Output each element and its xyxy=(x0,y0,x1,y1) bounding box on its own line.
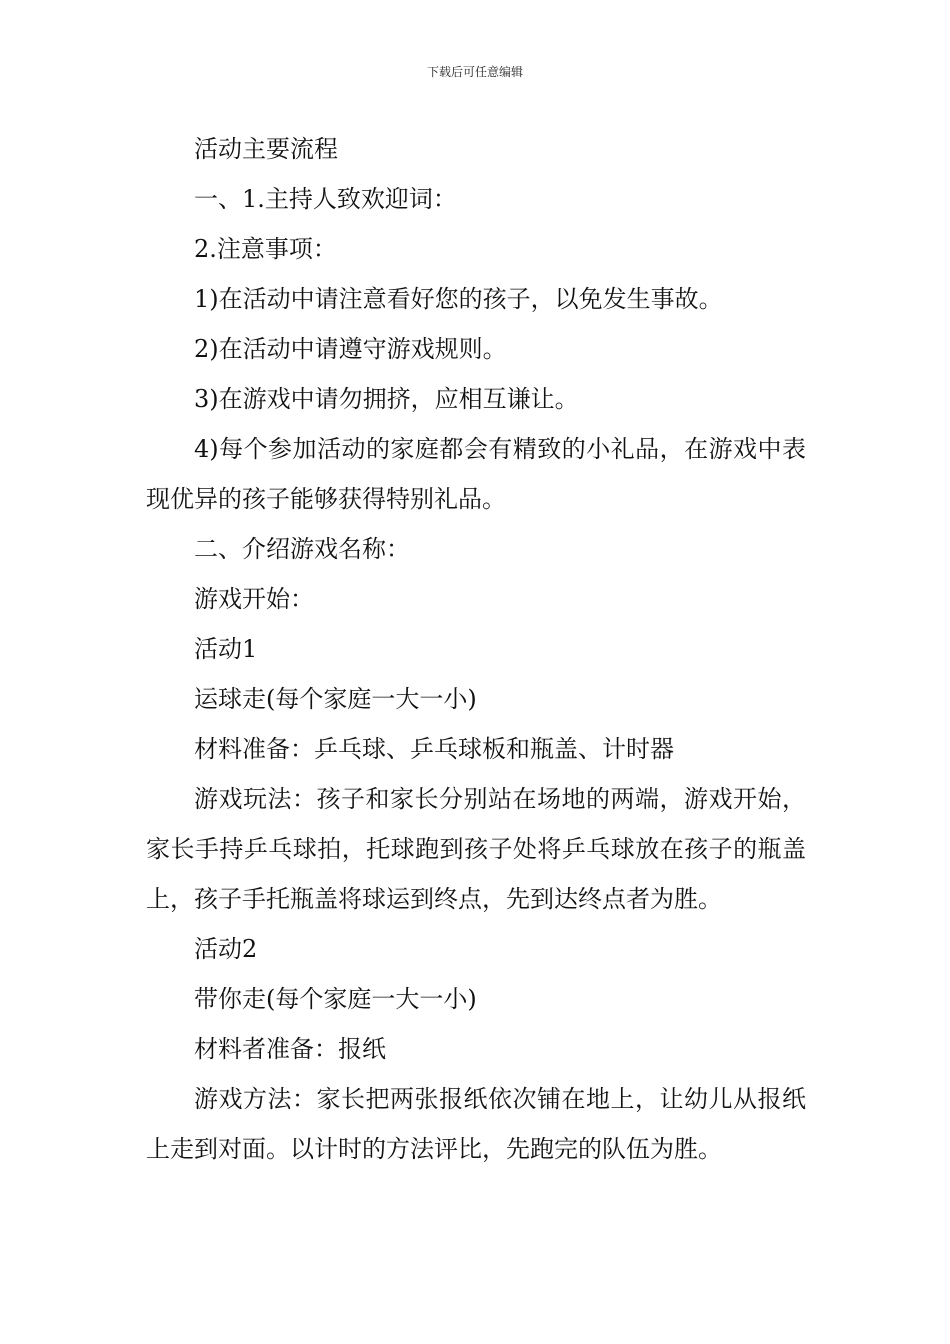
notice-item-2: 2)在活动中请遵守游戏规则。 xyxy=(194,335,507,363)
section-title: 活动主要流程 xyxy=(194,135,338,163)
document-body xyxy=(146,124,806,1174)
activity-1-title: 活动1 xyxy=(194,635,258,663)
page-header: 下载后可任意编辑 xyxy=(426,65,523,79)
notice-heading: 2.注意事项： xyxy=(194,235,337,263)
game-start: 游戏开始： xyxy=(194,585,314,613)
notice-item-4: 4)每个参加活动的家庭都会有精致的小礼品，在游戏中表现优异的孩子能够获得特别礼品。 xyxy=(146,435,806,513)
activity-2-rules: 游戏方法：家长把两张报纸依次铺在地上，让幼儿从报纸上走到对面。以计时的方法评比，先跑完的队伍为胜。 xyxy=(146,1085,806,1163)
activity-2-name: 带你走(每个家庭一大一小) xyxy=(194,985,477,1013)
step-welcome: 一、1.主持人致欢迎词： xyxy=(194,185,457,213)
activity-1-name: 运球走(每个家庭一大一小) xyxy=(194,685,477,713)
activity-1-materials: 材料准备：乒乓球、乒乓球板和瓶盖、计时器 xyxy=(194,735,674,763)
activity-1-rules: 游戏玩法：孩子和家长分别站在场地的两端，游戏开始，家长手持乒乓球拍，托球跑到孩子处将乒乓球放在孩子的瓶盖上，孩子手托瓶盖将球运到终点，先到达终点者为胜。 xyxy=(146,785,806,913)
activity-2-materials: 材料者准备：报纸 xyxy=(194,1035,386,1063)
notice-item-3: 3)在游戏中请勿拥挤，应相互谦让。 xyxy=(194,385,579,413)
activity-2-title: 活动2 xyxy=(194,935,258,963)
notice-item-1: 1)在活动中请注意看好您的孩子，以免发生事故。 xyxy=(194,285,723,313)
game-intro-heading: 二、介绍游戏名称： xyxy=(194,535,410,563)
